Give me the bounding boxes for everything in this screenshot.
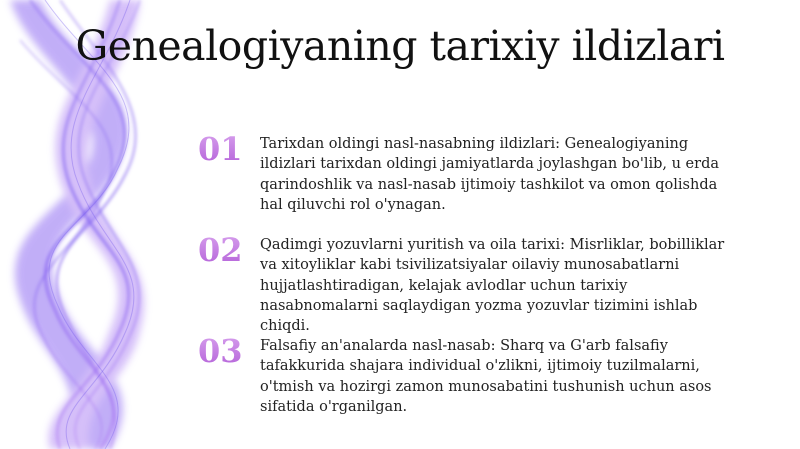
item-number: 02 (198, 231, 243, 269)
slide-title: Genealogiyaning tarixiy ildizlari (75, 22, 725, 70)
item-text: Tarixdan oldingi nasl-nasabning ildizlari: Genealogiyaning ildizlari tarixdan oldingi jamiyatlarda joylashgan bo'lib, u erda qarindoshlik va nasl-nasab ijtimoiy tashkilot va omon qolishda hal qiluvchi rol o'ynagan. (260, 136, 719, 213)
item-number: 01 (198, 130, 243, 168)
item-number: 03 (198, 332, 243, 370)
item-text: Qadimgi yozuvlarni yuritish va oila tarixi: Misrliklar, bobilliklar va xitoyliklar kabi tsivilizatsiyalar oilaviy munosabatlarni hujjatlashtiradigan, kelajak avlodlar uchun tarixiy nasabnomalarni saqlaydigan yozma yozuvlar tizimini ishlab chiqdi. (260, 237, 725, 335)
item-text: Falsafiy an'analarda nasl-nasab: Sharq va G'arb falsafiy tafakkurida shajara individual o'zlikni, ijtimoiy tuzilmalarni, o'tmish va hozirgi zamon munosabatini tushunish uchun asos sifatida o'rganilgan. (260, 338, 712, 415)
